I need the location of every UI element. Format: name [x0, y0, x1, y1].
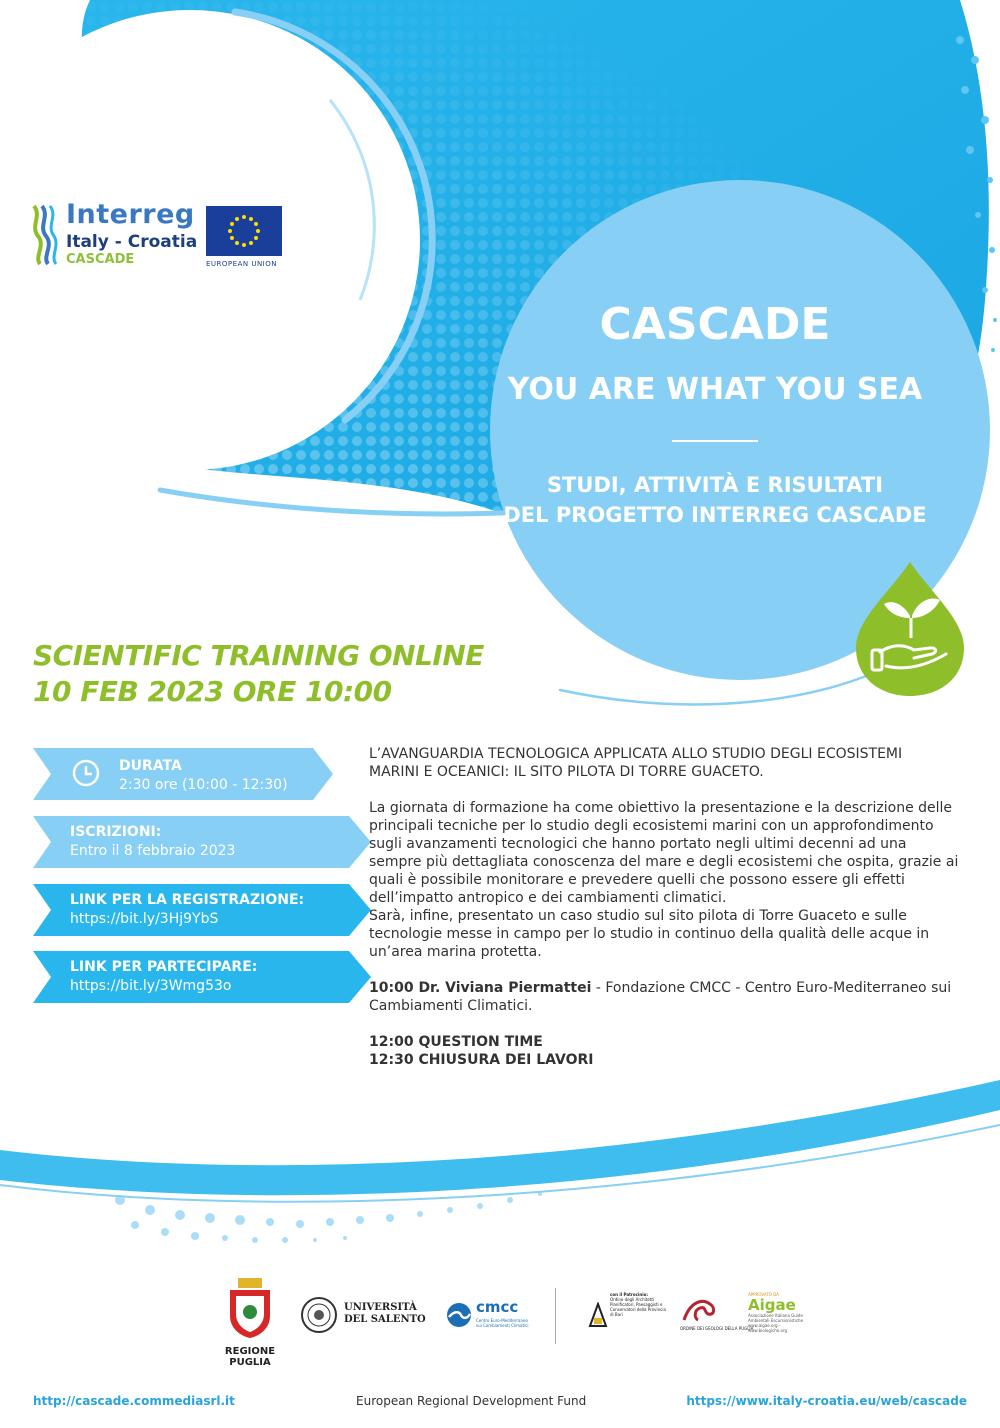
unisalento-name	[344, 1302, 426, 1326]
description-heading-line: L’AVANGUARDIA TECNOLOGICA APPLICATA ALLO STUDIO DEGLI ECOSISTEMI	[369, 746, 903, 762]
event-type: SCIENTIFIC TRAINING ONLINE	[33, 639, 484, 672]
description-heading-line: MARINI E OCEANICI: IL SITO PILOTA DI TORRE GUACETO.	[369, 764, 764, 780]
footer	[0, 1394, 1000, 1414]
description-heading	[369, 745, 979, 781]
aigae-subtitle-line: Ambientali Escursionistiche	[748, 1318, 804, 1323]
body-line: sugli avanzamenti tecnologici che hanno portato negli ultimi decenni ad una	[369, 836, 907, 852]
cmcc-subtitle-line: Centro Euro-Mediterraneo	[476, 1318, 528, 1323]
interreg-wordmark: Interreg	[66, 199, 195, 230]
body-line: un’area marina protetta.	[369, 944, 542, 960]
geologi-label: ORDINE DEI GEOLOGI DELLA PUGLIA	[680, 1326, 754, 1331]
body-line: Sarà, infine, presentato un caso studio sul sito pilota di Torre Guaceto e sulle	[369, 908, 907, 924]
aigae-approved: APPROVATO DA	[748, 1292, 779, 1297]
speaker-affiliation-cont: Cambiamenti Climatici.	[369, 998, 533, 1014]
body-line: dell’impatto antropico e dei cambiamenti climatici.	[369, 890, 727, 906]
body-line: La giornata di formazione ha come obiettivo la presentazione e la descrizione delle	[369, 800, 953, 816]
patrocinio-line: con il Patrocinio:	[610, 1292, 648, 1297]
plant-in-hand-icon	[852, 558, 968, 698]
aigae-subtitle-line: Associazione Italiana Guide	[748, 1313, 803, 1318]
unisalento-line: UNIVERSITÀ	[344, 1302, 417, 1313]
architetti-emblem-icon	[588, 1302, 608, 1328]
registration-deadline-label: ISCRIZIONI:	[70, 824, 162, 840]
project-name: CASCADE	[66, 252, 135, 267]
agenda-item: 12:30 CHIUSURA DEI LAVORI	[369, 1052, 594, 1068]
body-line: quali è possibile monitorare e prevedere quelli che possono essere gli effetti	[369, 872, 905, 888]
footer-fund: European Regional Development Fund	[356, 1394, 587, 1408]
duration-value: 2:30 ore (10:00 - 12:30)	[119, 777, 288, 793]
hero-subtitle: YOU ARE WHAT YOU SEA	[507, 372, 923, 407]
hero-divider	[672, 440, 758, 442]
cmcc-subtitle	[476, 1318, 528, 1328]
partner-logos	[210, 1270, 810, 1368]
partner-divider	[555, 1288, 556, 1344]
footer-program-link[interactable]: https://www.italy-croatia.eu/web/cascade	[686, 1394, 967, 1408]
participation-link-label: LINK PER PARTECIPARE:	[70, 959, 258, 975]
aigae-subtitle	[748, 1313, 808, 1333]
duration-label: DURATA	[119, 758, 182, 774]
aigae-subtitle-line: www.aigae.org - www.biologiche.org	[748, 1323, 788, 1333]
cmcc-logo	[446, 1298, 536, 1332]
regione-puglia-crest-icon	[228, 1278, 272, 1338]
unisalento-seal-icon	[300, 1296, 338, 1334]
agenda-item: 12:00 QUESTION TIME	[369, 1034, 543, 1050]
hero-tagline-line2: DEL PROGETTO INTERREG CASCADE	[503, 503, 927, 527]
geologi-emblem-icon	[680, 1296, 720, 1324]
registration-link-label: LINK PER LA REGISTRAZIONE:	[70, 892, 305, 908]
clock-icon	[71, 758, 101, 788]
unisalento-line: DEL SALENTO	[344, 1314, 426, 1325]
hero-title: CASCADE	[599, 299, 831, 350]
registration-deadline-value: Entro il 8 febbraio 2023	[70, 843, 236, 859]
info-participation-link	[33, 951, 353, 1003]
geologi-logo	[680, 1296, 754, 1336]
event-heading	[33, 638, 484, 710]
eu-flag-icon	[206, 206, 282, 256]
cmcc-subtitle-line: sui Cambiamenti Climatici	[476, 1323, 529, 1328]
info-duration	[33, 748, 353, 800]
body-line: sempre più dettagliata conoscenza del mare e degli ecosistemi che ospita, grazie ai	[369, 854, 959, 870]
patrocinio-line: Conservatori della Provincia di Bari	[610, 1307, 666, 1317]
event-date: 10 FEB 2023 ORE 10:00	[33, 675, 392, 708]
interreg-logo	[30, 200, 290, 270]
eu-label: EUROPEAN UNION	[206, 260, 277, 268]
body-line: tecnologie messe in campo per lo studio in continuo della qualità delle acque in	[369, 926, 930, 942]
registration-link[interactable]: https://bit.ly/3Hj9YbS	[70, 911, 219, 927]
speaker	[369, 979, 979, 1015]
unisalento-logo	[300, 1296, 430, 1336]
regione-puglia-logo	[210, 1278, 290, 1368]
patrocinio-text	[610, 1292, 668, 1317]
speaker-name: 10:00 Dr. Viviana Piermattei	[369, 980, 592, 996]
body-line: principali tecniche per lo studio degli ecosistemi marini con un approfondimento	[369, 818, 934, 834]
hero-tagline-line1: STUDI, ATTIVITÀ E RISULTATI	[546, 473, 884, 497]
aigae-wordmark: Aigae	[748, 1296, 796, 1314]
speaker-affiliation: - Fondazione CMCC - Centro Euro-Mediterraneo sui	[591, 980, 952, 996]
architetti-logo	[588, 1292, 668, 1342]
patrocinio-line: Pianificatori, Paesaggisti e	[610, 1302, 663, 1307]
info-registration-link	[33, 884, 353, 936]
patrocinio-line: Ordine degli Architetti	[610, 1297, 655, 1302]
program-name: Italy - Croatia	[66, 232, 198, 252]
info-registration-deadline	[33, 816, 353, 868]
regione-puglia-label: REGIONE PUGLIA	[224, 1346, 276, 1368]
cmcc-wave-icon	[446, 1302, 472, 1328]
description-body	[369, 799, 979, 961]
interreg-waves-icon	[30, 204, 60, 266]
event-description	[369, 745, 979, 1069]
participation-link[interactable]: https://bit.ly/3Wmg53o	[70, 978, 232, 994]
aigae-logo	[748, 1292, 808, 1342]
cmcc-wordmark: cmcc	[476, 1298, 519, 1316]
footer-project-link[interactable]: http://cascade.commediasrl.it	[33, 1394, 235, 1408]
hero-title-block	[440, 300, 990, 530]
